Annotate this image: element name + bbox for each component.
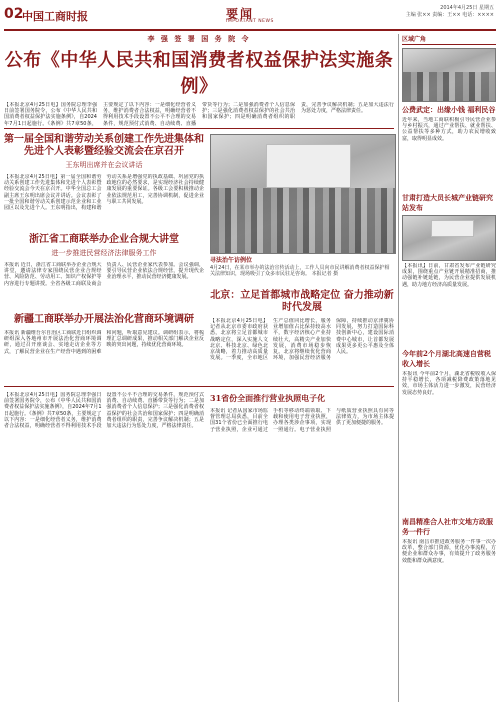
date-line (406, 5, 494, 19)
divider (4, 386, 394, 387)
page-number: 02 (4, 6, 24, 22)
news-photo (210, 134, 396, 254)
right-story-a-body: 【本报讯】日前，甘肃省发布产业链研究成果，围绕重点产业链开展精准招商，推动强链补链延链，为民营企业提供发展机遇，助力地方经济高质量发展。 (402, 263, 496, 288)
photo-display-board (266, 144, 351, 187)
divider (4, 128, 394, 129)
right-box-body: 近年来，当地工商联积极引导民营企业参与乡村振兴，通过产业帮扶、就业帮扶、公益帮扶等多种方式，助力农民增收致富，取得明显成效。 (402, 117, 496, 142)
story-labor-relations (4, 134, 204, 232)
photo-crowd (211, 188, 395, 253)
right-photo (402, 48, 496, 102)
story-zhejiang (4, 234, 204, 306)
right-story-a-head: 甘肃打造大员长城产业链研究站发布 (402, 193, 493, 212)
lead-headline: 公布《中华人民共和国消费者权益保护法实施条例》 (4, 50, 394, 97)
story3-subhead: 进一步推进民营经济法律服务工作 (51, 249, 157, 257)
photo-label: 寻法治午访例位 (210, 257, 253, 264)
column-divider (398, 34, 399, 702)
center-headline: 北京：立足首都城市战略定位 奋力推动新时代发展 (210, 290, 394, 313)
right-story-b-head: 今年前2个月湖北高速自营税收入增长 (402, 349, 491, 368)
story2-body: 【本报北京4月25日电】第一届全国和谐劳动关系创建工作先进集体和先进个人表彰暨经验交流会今天在京召开。中华全国总工会副主席王东明出席会议并讲话。会议表彰了一批全国和谐劳动关系创建示范企业和工业园区以及先进个人。王东明指出，构建和谐劳动关系是增强党的执政基础、巩固党的执政地位的必然要求，是实现经济社会持续健康发展的重要保证。各级工会要积极推动企业依法规范用工，完善协调机制，促进企业与职工共同发展。 (4, 174, 204, 212)
story-xinjiang (4, 314, 204, 390)
lead-story (4, 34, 394, 148)
right-column (402, 34, 496, 669)
right-story-a-panel (431, 220, 474, 237)
lower-left-text (4, 392, 204, 702)
date-text: 2014年4月25日 星期五 (440, 5, 494, 11)
right-box-head: 公费武定：出缘小钱 福利民谷 (402, 105, 496, 114)
story4-body: 本报讯 新疆维吾尔自治区工商联近日组织调研组深入各地州市开展法治化营商环境调研，通过召开座谈会、实地走访企业等方式，了解民营企业在生产经营中遇到的困难和问题，听取意见建议。调研组表示，将梳理汇总调研成果，推动相关部门解决企业反映的突出问题，持续优化营商环境。 (4, 330, 204, 355)
right-story-b-body: 本报讯 今年前2个月，湖北省税收收入保持平稳增长，各项减税降费政策落地见效，市场主体活力进一步激发，民营经济发展态势良好。 (402, 371, 496, 396)
story2-headline: 第一届全国和谐劳动关系创建工作先进集体和先进个人表彰暨经验交流会在京召开 (4, 134, 204, 157)
story2-subhead: 王东明出席并在会议讲话 (65, 161, 143, 169)
right-photo-crowd (403, 72, 495, 101)
section-title: 要闻 (226, 7, 255, 21)
story4-headline: 新疆工商联举办开展法治化营商环境调研 (14, 314, 194, 325)
paper-name: 中国工商时报 (22, 10, 88, 23)
right-story-c-head: 南昌精准合人社市文地方政服务一件行 (402, 517, 493, 536)
bottom-body: 本报讯 记者从国家市场监督管理总局获悉，目前全国31个省份已全面推行电子营业执照，企业可通过手机等移动终端领取、下载和使用电子营业执照，办理各类涉企事项，实现一照通行。电子营业执照与纸质营业执照具有同等法律效力，为市场主体提供了更加便捷的服务。 (210, 408, 394, 433)
story3-headline: 浙江省工商联举办企业合规大讲堂 (29, 234, 179, 245)
right-story-a-photo (402, 215, 496, 261)
lower-left-body: 【本报北京4月25日电】国务院总理李强日前签署国务院令，公布《中华人民共和国消费者权益保护法实施条例》，自2024年7月1日起施行。《条例》共7章50条，主要规定了以下内容：一是细化经营者义务，维护消费者合法权益，明确经营者不得利用技术手段设置不公平不合理的交易条件，规范预付式消费、自动续费、直播带货等行为；二是加强消费者个人信息保护；三是强化消费者权益保护的社会共治和国家保护；四是明确消费者组织的职责，完善争议解决机制；五是加大违法行为惩处力度，严格法律责任。 (4, 392, 204, 430)
editor-text: 主编 张×× 责编：王×× 电话：×××× (405, 12, 494, 18)
photo-caption: 4月24日，在某市举办的法治宣传活动上，工作人员向市民讲解消费者权益保护相关法律知识，现场吸引了众多市民驻足咨询。 本报记者 摄 (210, 265, 390, 277)
section-title-en: IMPORTANT NEWS (226, 19, 274, 24)
photo-caption-block (210, 255, 394, 277)
right-section-title: 区域广角 (402, 34, 496, 45)
story-e-license (210, 392, 394, 708)
right-story-c-body: 本报讯 南昌市推进政务服务一件事一次办改革，整合部门资源，优化办事流程，方便企业和群众办事，有效提升了政务服务效能和群众满意度。 (402, 539, 496, 564)
lead-body: 【本报北京4月25日电】国务院总理李强日前签署国务院令，公布《中华人民共和国消费者权益保护法实施条例》，自2024年7月1日起施行。《条例》共7章50条，主要规定了以下内容：一是细化经营者义务，维护消费者合法权益，明确经营者不得利用技术手段设置不公平不合理的交易条件，规范预付式消费、自动续费、直播带货等行为；二是加强消费者个人信息保护；三是强化消费者权益保护的社会共治和国家保护；四是明确消费者组织的职责，完善争议解决机制；五是加大违法行为惩处力度，严格法律责任。 (4, 102, 394, 127)
bottom-headline: 31省份全面推行营业执照电子化 (210, 393, 326, 403)
story3-body: 本报讯 近日，浙江省工商联举办企业合规大讲堂，邀请法律专家围绕民营企业合规经营、风险防范、劳动用工、知识产权保护等内容进行专题讲授。全省各级工商联及商会负责人、民营企业家代表参加。会议强调，要引导民营企业依法合规经营，提升现代企业治理水平，推动民营经济健康发展。 (4, 262, 204, 287)
masthead (4, 3, 496, 31)
center-body: 【本报北京4月25日电】记者从北京市委市政府获悉，北京将立足首都城市战略定位，深入实施人文北京、科技北京、绿色北京战略，着力推动高质量发展。一季度，全市地区生产总值同比增长，服务业增加值占比保持较高水平，数字经济核心产业持续壮大，高精尖产业加快发展，消费市场稳步恢复。北京将继续优化营商环境，加强民营经济服务保障，持续推动京津冀协同发展，努力打造国际科技创新中心，建设国际消费中心城市，让首都发展成果更多更公平惠及全体人民。 (210, 318, 394, 362)
lead-kicker: 李 强 签 署 国 务 院 令 (147, 35, 251, 43)
